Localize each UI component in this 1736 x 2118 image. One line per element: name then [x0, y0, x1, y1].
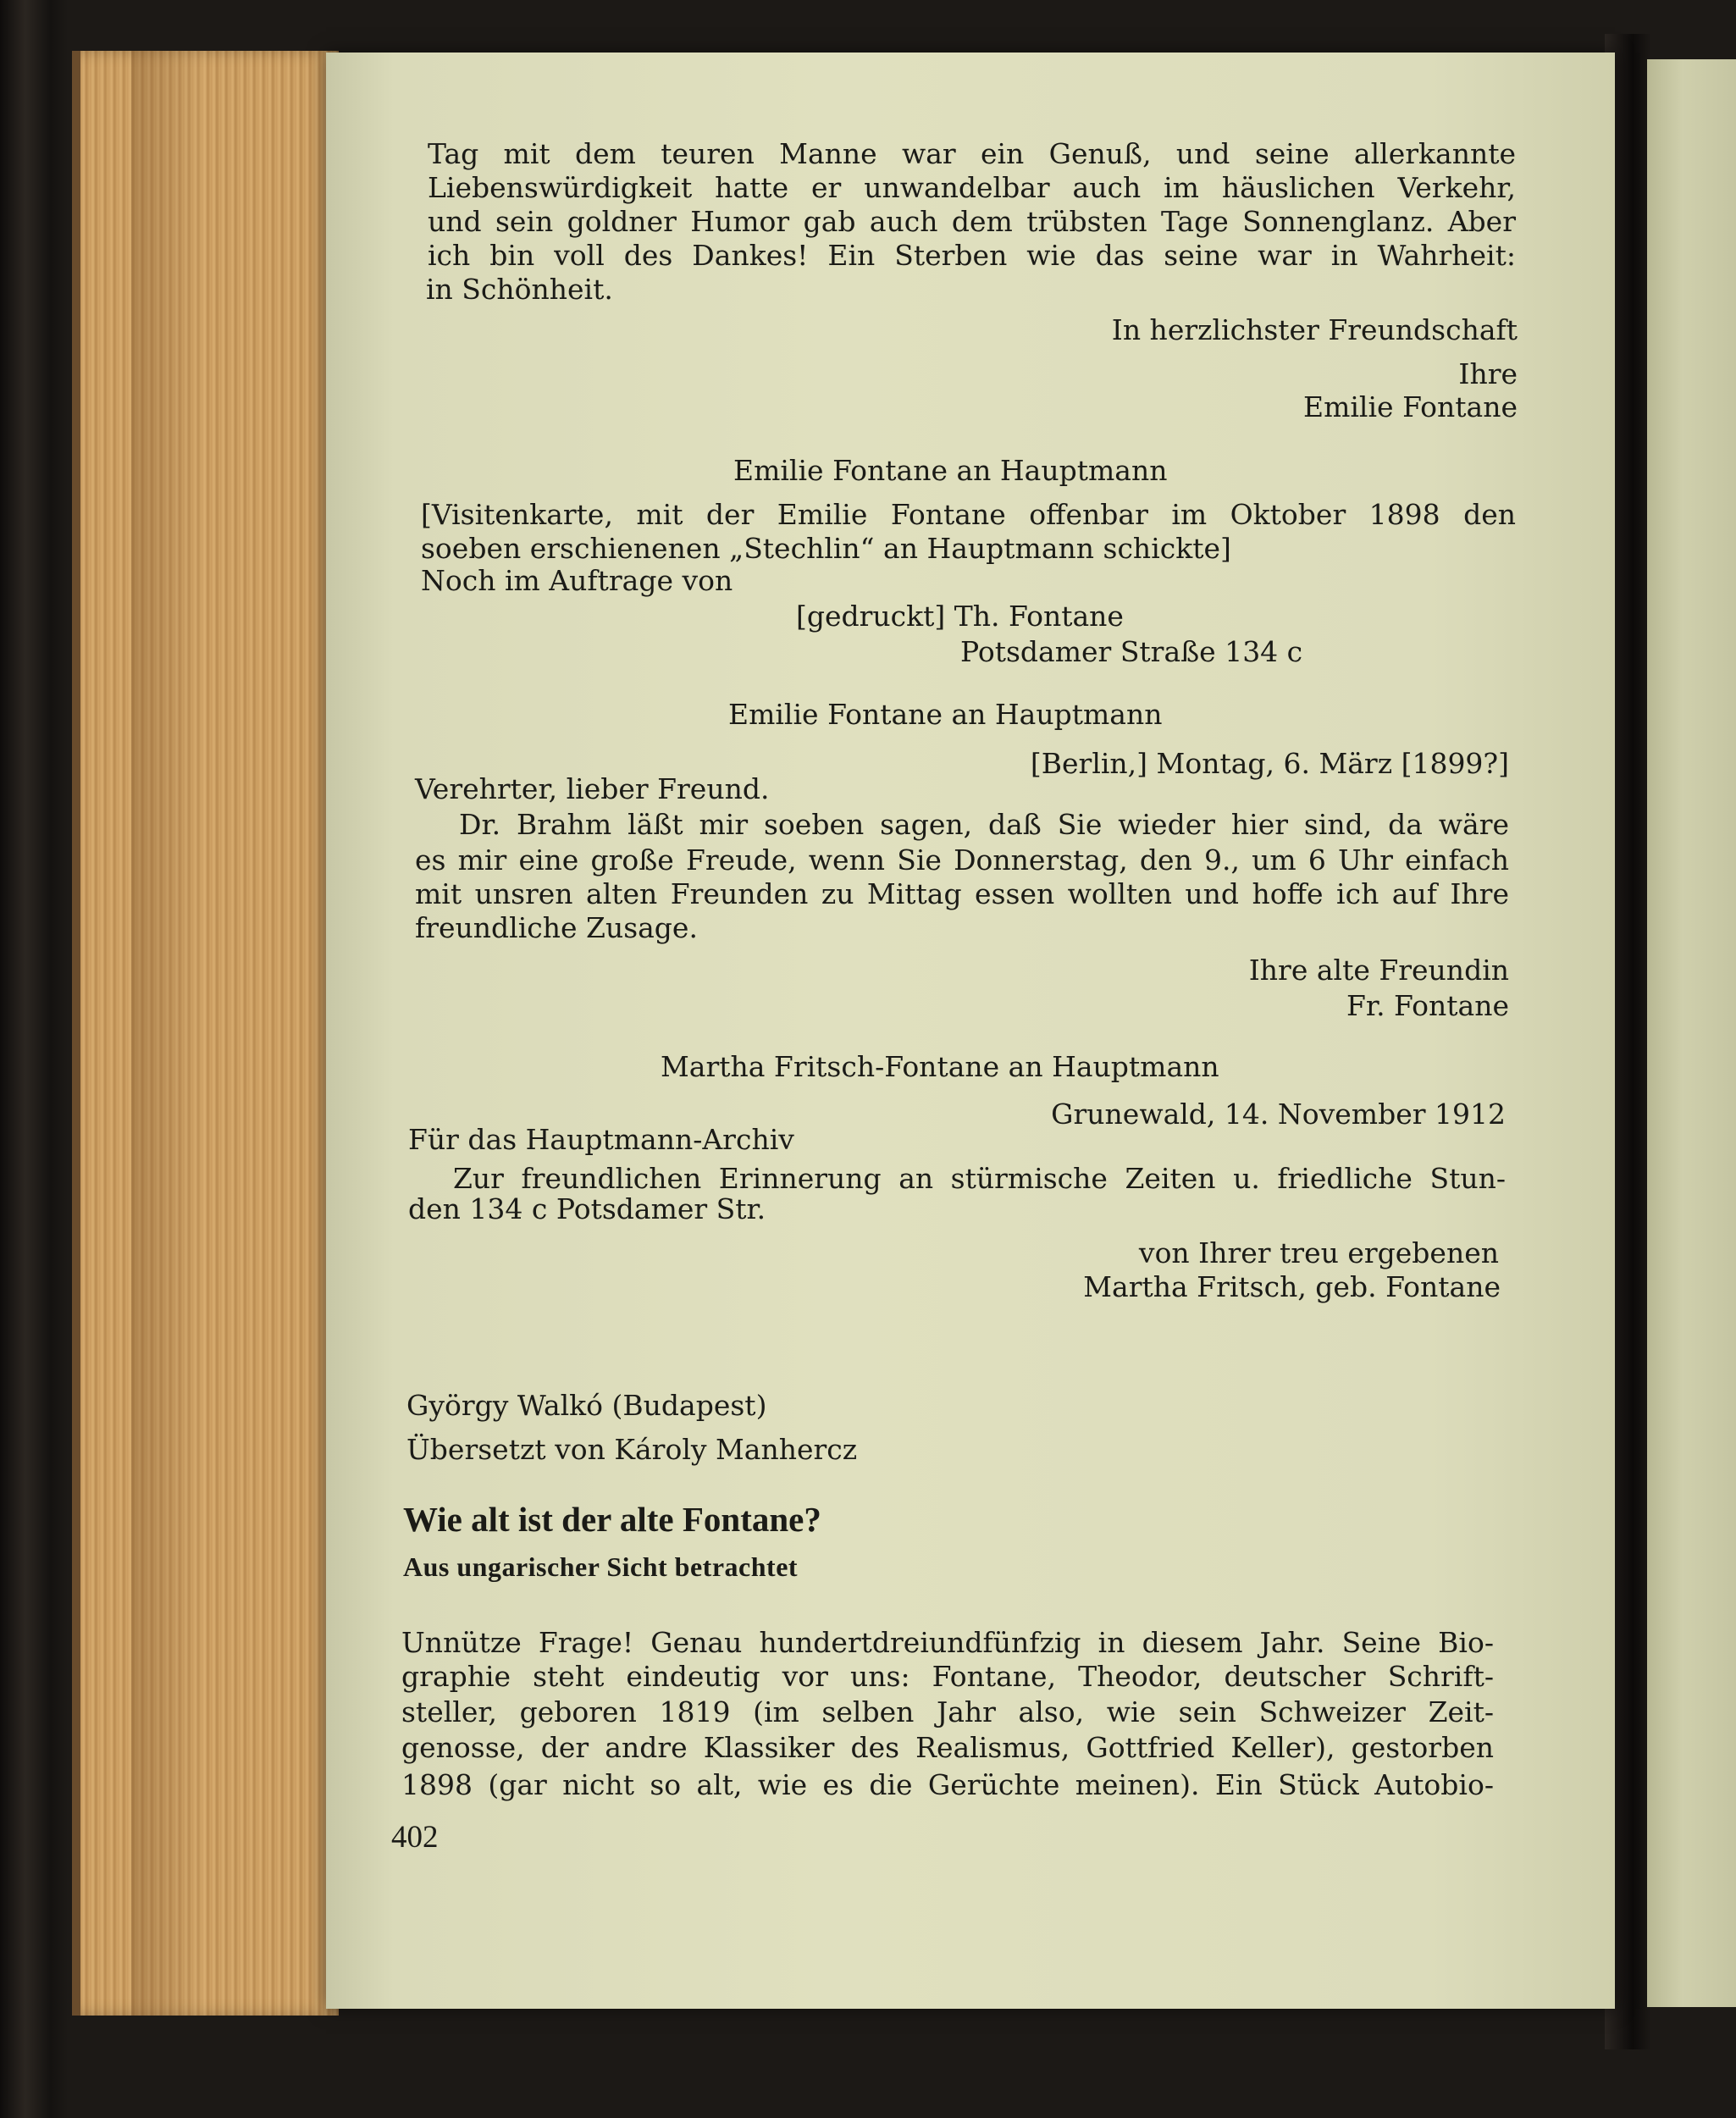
- letter4-heading: Martha Fritsch-Fontane an Hauptmann: [661, 1050, 1219, 1083]
- letter1-body-line: in Schönheit.: [426, 273, 613, 306]
- letter2-card-line: [gedruckt] Th. Fontane: [796, 600, 1124, 633]
- letter1-body-line: ich bin voll des Dankes! Ein Sterben wie das seine war in Wahrheit:: [428, 239, 1516, 272]
- letter2-body: Noch im Auftrage von: [421, 564, 733, 597]
- article-body-line: 1898 (gar nicht so alt, wie es die Gerüchte meinen). Ein Stück Autobio-: [401, 1768, 1494, 1801]
- letter1-body-line: Tag mit dem teuren Manne war ein Genuß, und seine allerkannte: [428, 137, 1516, 170]
- letter1-signature: Emilie Fontane: [1303, 390, 1518, 423]
- article-subtitle: Aus ungarischer Sicht betrachtet: [403, 1551, 799, 1582]
- letter3-salutation: Verehrter, lieber Freund.: [415, 772, 770, 805]
- article-author: György Walkó (Budapest): [406, 1389, 767, 1422]
- letter3-heading: Emilie Fontane an Hauptmann: [728, 698, 1163, 731]
- article-body-line: steller, geboren 1819 (im selben Jahr also, wie sein Schweizer Zeit-: [401, 1695, 1494, 1728]
- letter3-body-line: Dr. Brahm läßt mir soeben sagen, daß Sie wieder hier sind, da wäre: [459, 808, 1509, 841]
- letter3-dateline: [Berlin,] Montag, 6. März [1899?]: [1030, 747, 1509, 780]
- letter3-body-line: freundliche Zusage.: [415, 911, 698, 944]
- article-translator: Übersetzt von Károly Manhercz: [406, 1433, 858, 1466]
- letter1-body-line: und sein goldner Humor gab auch dem trübsten Tage Sonnenglanz. Aber: [428, 205, 1516, 238]
- article-body-line: graphie steht eindeutig vor uns: Fontane, Theodor, deutscher Schrift-: [401, 1660, 1494, 1693]
- letter4-dateline: Grunewald, 14. November 1912: [1051, 1098, 1506, 1131]
- letter2-heading: Emilie Fontane an Hauptmann: [733, 454, 1168, 487]
- page-number: 402: [391, 1820, 439, 1855]
- book-fore-edge: [72, 51, 339, 2016]
- article-body-line: genosse, der andre Klassiker des Realismus, Gottfried Keller), gestorben: [401, 1731, 1494, 1764]
- facing-page-edge: [1647, 59, 1736, 2007]
- letter2-card-line: Potsdamer Straße 134 c: [960, 635, 1303, 668]
- letter4-closing: von Ihrer treu ergebenen: [1138, 1236, 1499, 1269]
- letter1-closing: In herzlichster Freundschaft: [1111, 313, 1518, 346]
- letter3-body-line: mit unsren alten Freunden zu Mittag essen wollten und hoffe ich auf Ihre: [415, 877, 1509, 910]
- article-body-line: Unnütze Frage! Genau hundertdreiundfünfzig in diesem Jahr. Seine Bio-: [401, 1626, 1494, 1659]
- letter2-note-line: soeben erschienenen „Stechlin“ an Hauptmann schickte]: [421, 532, 1231, 565]
- letter1-body-line: Liebenswürdigkeit hatte er unwandelbar auch im häuslichen Verkehr,: [428, 171, 1516, 204]
- letter3-body-line: es mir eine große Freude, wenn Sie Donnerstag, den 9., um 6 Uhr einfach: [415, 843, 1509, 877]
- letter3-closing: Ihre alte Freundin: [1248, 954, 1509, 987]
- letter4-salutation: Für das Hauptmann-Archiv: [408, 1123, 794, 1156]
- letter4-body-line: den 134 c Potsdamer Str.: [408, 1192, 766, 1225]
- letter4-body-line: Zur freundlichen Erinnerung an stürmische Zeiten u. friedliche Stun-: [453, 1162, 1506, 1195]
- letter3-signature: Fr. Fontane: [1346, 989, 1509, 1022]
- letter4-signature: Martha Fritsch, geb. Fontane: [1083, 1270, 1501, 1303]
- letter1-closing2: Ihre: [1458, 357, 1518, 390]
- letter2-note-line: [Visitenkarte, mit der Emilie Fontane offenbar im Oktober 1898 den: [421, 498, 1516, 531]
- article-title: Wie alt ist der alte Fontane?: [403, 1500, 821, 1539]
